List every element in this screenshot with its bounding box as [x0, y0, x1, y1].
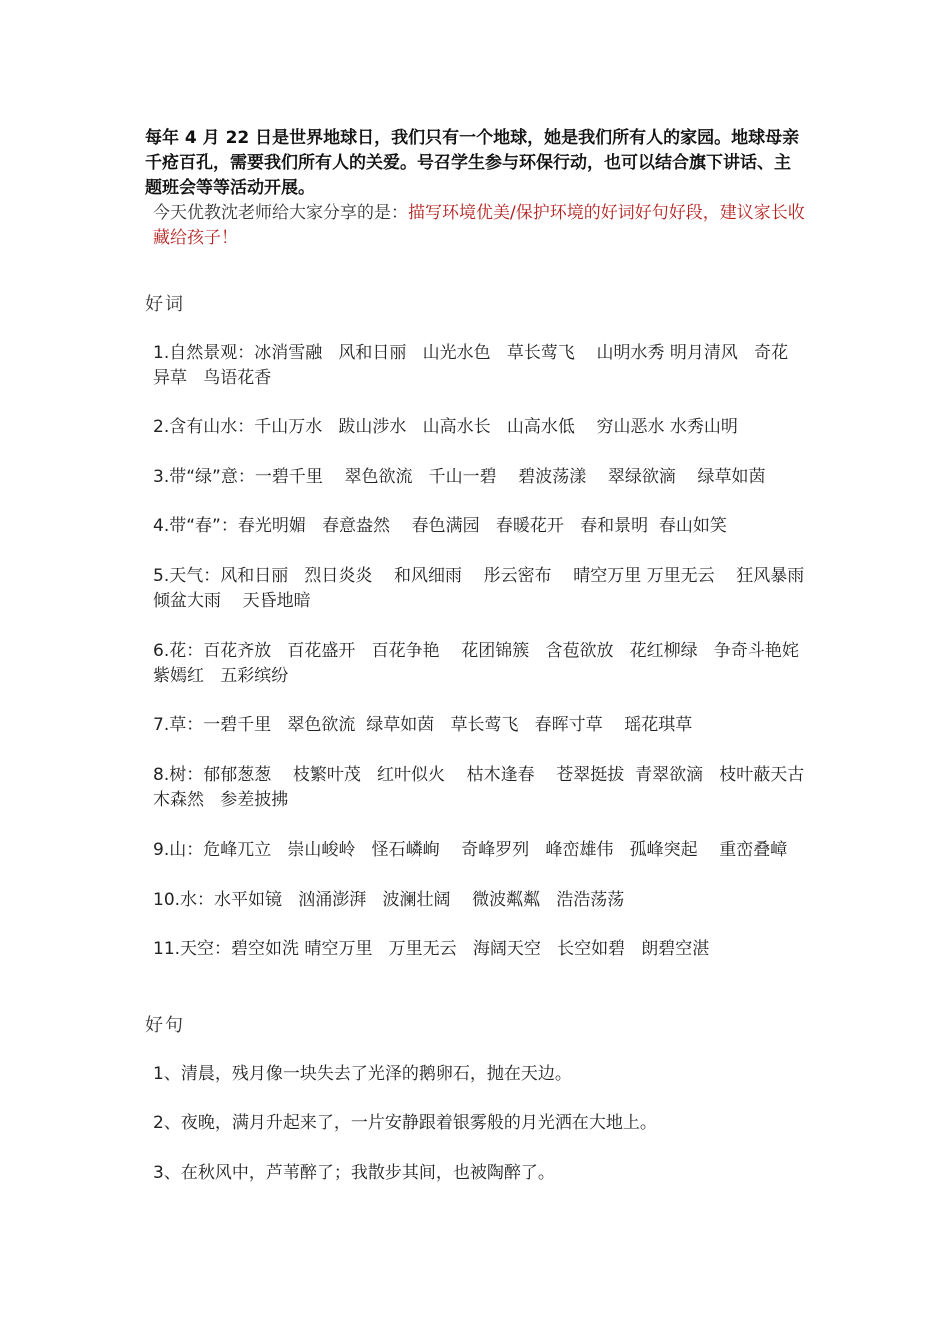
word-item-3: 3.带“绿”意：一碧千里 翠色欲流 千山一碧 碧波荡漾 翠绿欲滴 绿草如茵	[153, 467, 766, 487]
word-item-9: 9.山：危峰兀立 崇山峻岭 怪石嶙峋 奇峰罗列 峰峦雄伟 孤峰突起 重峦叠嶂	[153, 840, 788, 860]
sentence-item-1: 1、清晨，残月像一块失去了光泽的鹅卵石，抛在天边。	[153, 1064, 572, 1084]
sentence-item-3: 3、在秋风中，芦苇醉了；我散步其间，也被陶醉了。	[153, 1163, 555, 1183]
word-item-7: 7.草：一碧千里 翠色欲流 绿草如茵 草长莺飞 春晖寸草 瑶花琪草	[153, 715, 693, 735]
share-highlight: 描写环境优美/保护环境的好词好句好段，建议家长收藏给孩子！	[153, 203, 805, 248]
word-item-1: 1.自然景观：冰消雪融 风和日丽 山光水色 草长莺飞 山明水秀 明月清风 奇花异草 鸟语花香	[153, 343, 789, 388]
word-item-2: 2.含有山水：千山万水 跋山涉水 山高水长 山高水低 穷山恶水 水秀山明	[153, 417, 738, 437]
words-heading: 好词	[145, 294, 185, 315]
share-prefix: 今天优教沈老师给大家分享的是：	[153, 203, 408, 223]
word-item-8: 8.树：郁郁葱葱 枝繁叶茂 红叶似火 枯木逢春 苍翠挺拔 青翠欲滴 枝叶蔽天古木森然 参差披拂	[153, 765, 805, 810]
share-paragraph	[153, 201, 805, 251]
sentences-heading: 好句	[145, 1015, 185, 1036]
word-item-4: 4.带“春”：春光明媚 春意盎然 春色满园 春暖花开 春和景明 春山如笑	[153, 516, 727, 536]
word-item-11: 11.天空：碧空如洗 晴空万里 万里无云 海阔天空 长空如碧 朗碧空湛	[153, 939, 710, 959]
word-item-6: 6.花：百花齐放 百花盛开 百花争艳 花团锦簇 含苞欲放 花红柳绿 争奇斗艳姹紫嫣红 五彩缤纷	[153, 641, 799, 686]
word-item-5: 5.天气：风和日丽 烈日炎炎 和风细雨 彤云密布 晴空万里 万里无云 狂风暴雨 倾盆大雨 天昏地暗	[153, 566, 826, 611]
word-item-10: 10.水：水平如镜 汹涌澎湃 波澜壮阔 微波粼粼 浩浩荡荡	[153, 890, 625, 910]
intro-paragraph: 每年 4 月 22 日是世界地球日，我们只有一个地球，她是我们所有人的家园。地球母亲千疮百孔，需要我们所有人的关爱。号召学生参与环保行动，也可以结合旗下讲话、主题班会等等活动开展。	[145, 128, 800, 198]
sentence-item-2: 2、夜晚，满月升起来了，一片安静跟着银雾般的月光洒在大地上。	[153, 1113, 657, 1133]
